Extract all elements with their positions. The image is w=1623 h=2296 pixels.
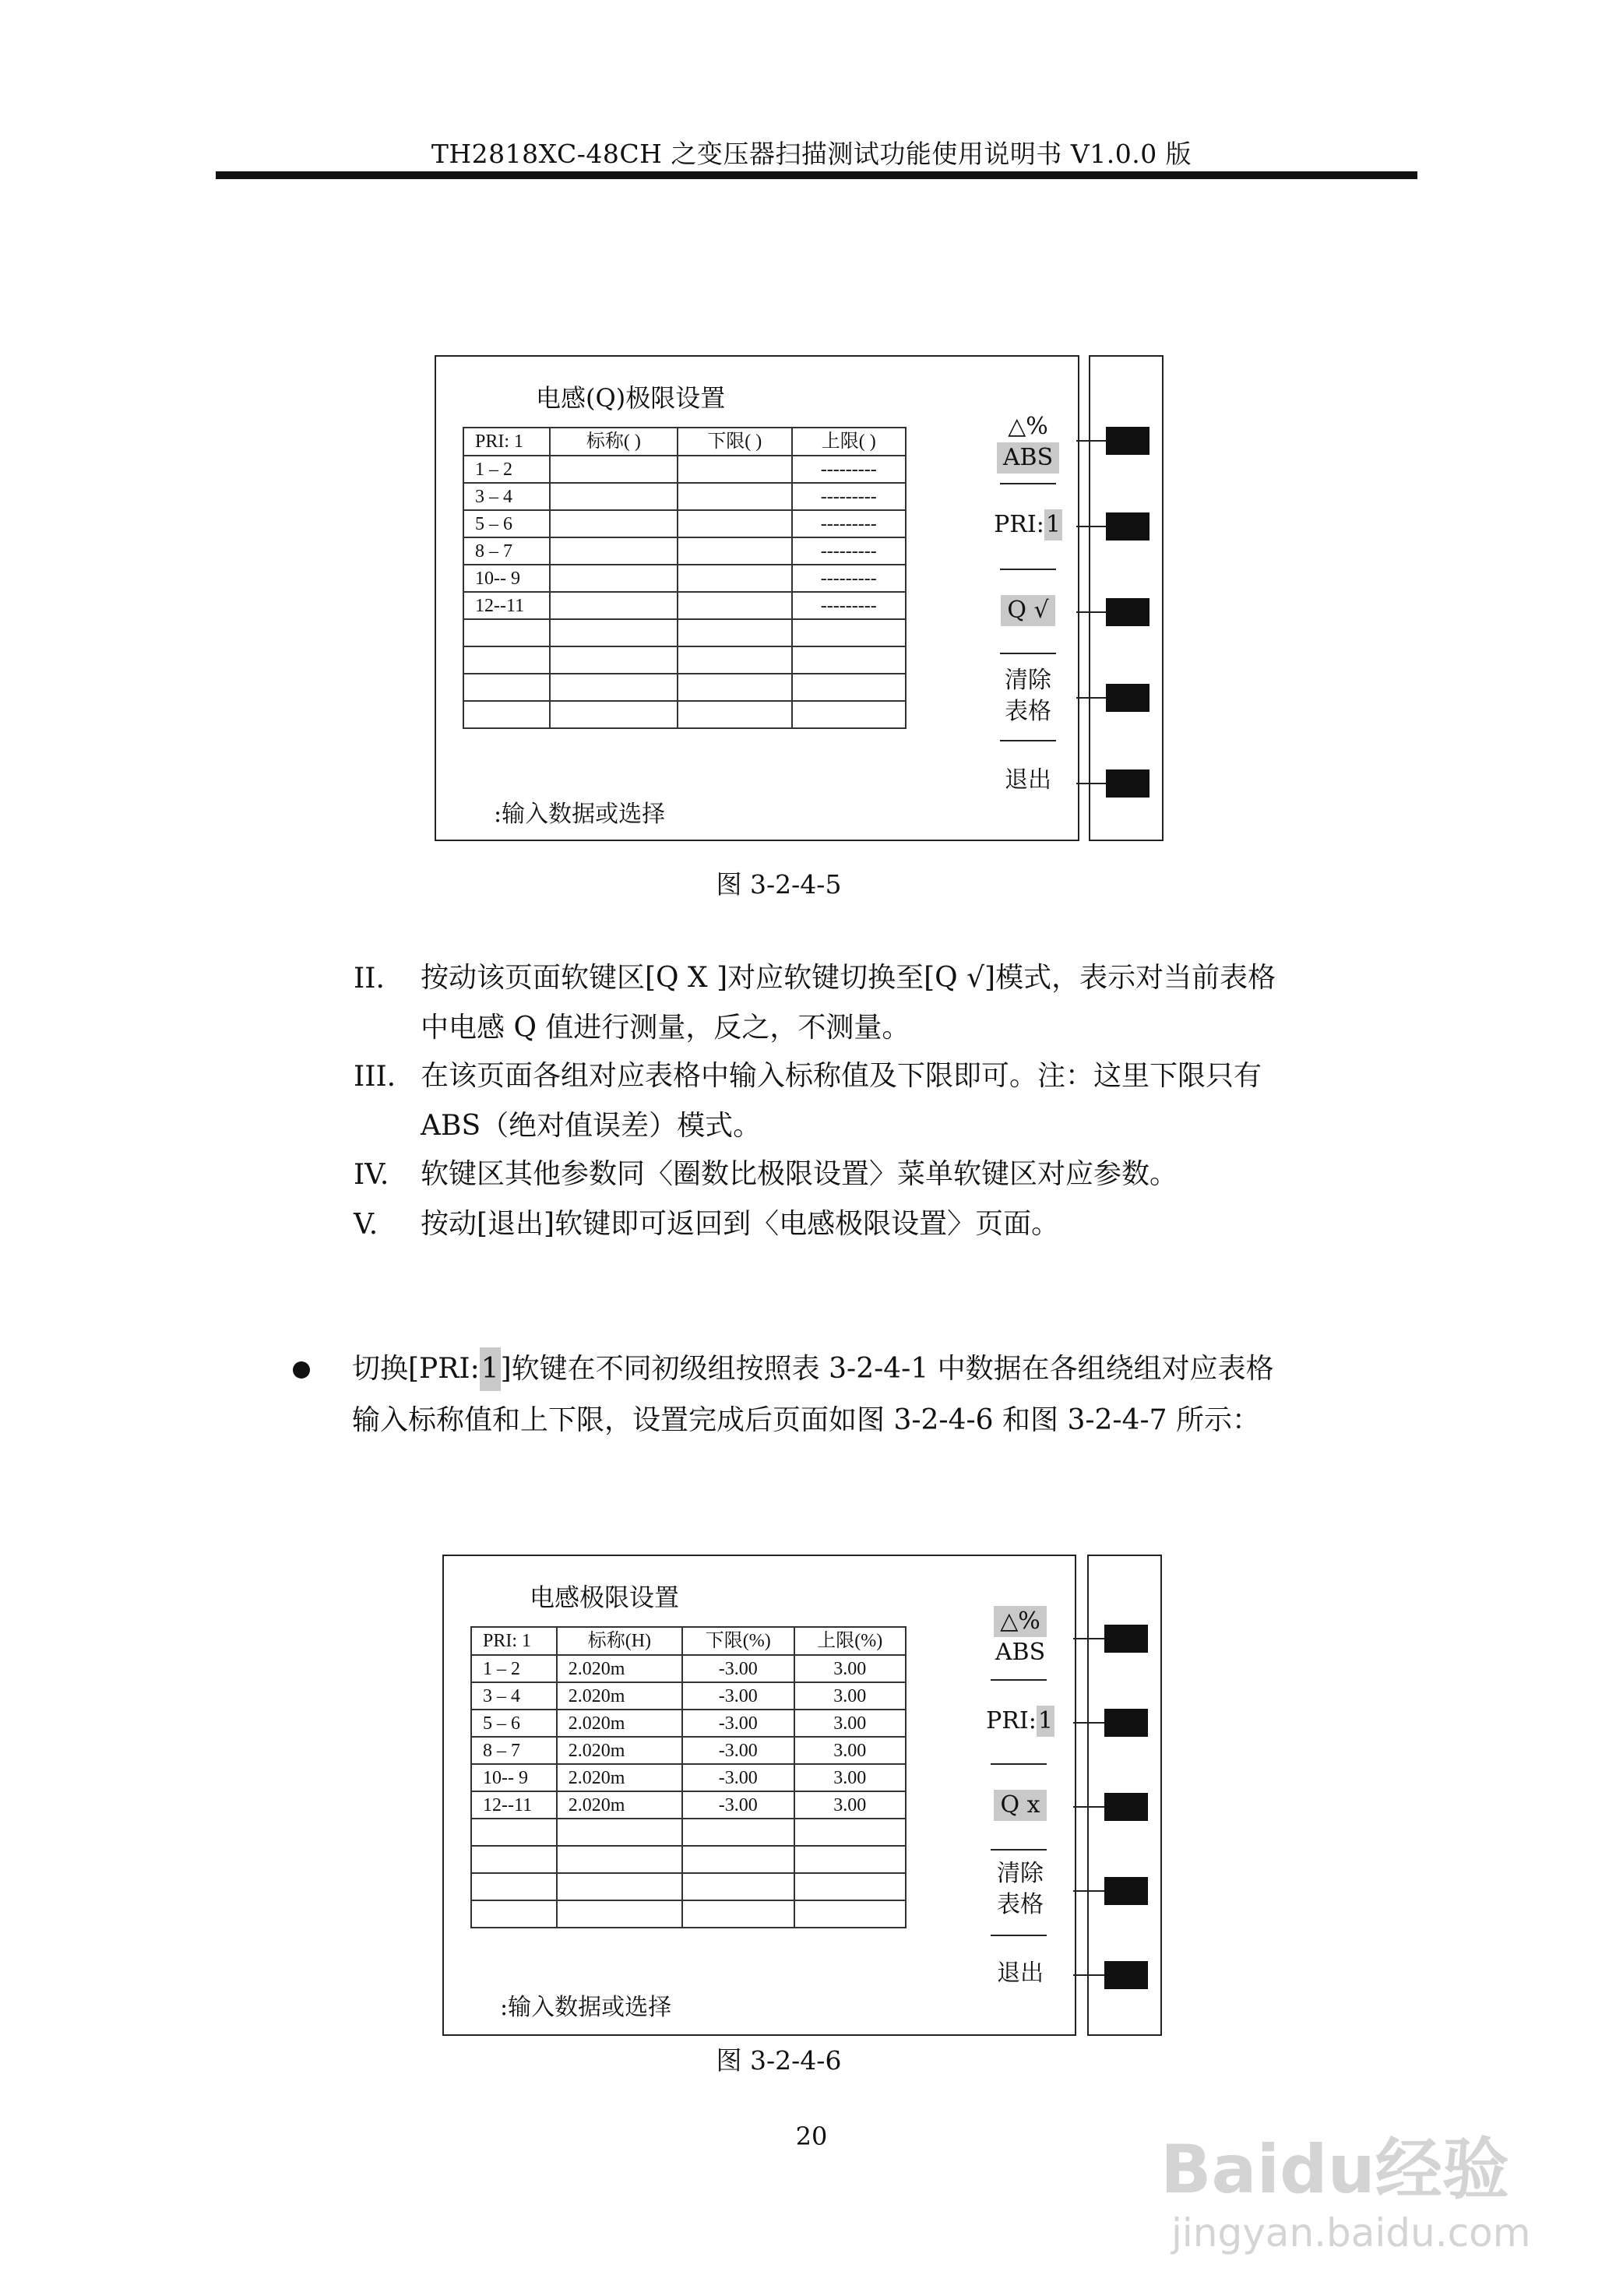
table-row <box>471 1819 906 1846</box>
mode-abs-label: ABS <box>997 442 1059 474</box>
lower-limit-cell[interactable] <box>682 1873 794 1900</box>
lower-limit-cell[interactable] <box>678 701 791 728</box>
softkey-separator <box>1000 653 1056 654</box>
winding-cell: 10-- 9 <box>463 565 550 592</box>
column-header: PRI: 1 <box>463 428 550 456</box>
column-header: 下限(%) <box>682 1627 794 1655</box>
upper-limit-cell[interactable]: 3.00 <box>794 1655 906 1682</box>
nominal-cell[interactable]: 2.020m <box>557 1682 682 1710</box>
clear-label-line1: 清除 <box>1005 667 1051 694</box>
nominal-cell[interactable] <box>550 537 678 565</box>
nominal-cell[interactable] <box>557 1900 682 1928</box>
winding-cell <box>463 646 550 674</box>
nominal-cell[interactable]: 2.020m <box>557 1791 682 1819</box>
softkey-button-1[interactable] <box>1106 427 1149 455</box>
column-header: 标称(H) <box>557 1627 682 1655</box>
softkey-pri[interactable] <box>980 1706 1061 1737</box>
step-number: V. <box>354 1209 378 1241</box>
upper-limit-cell[interactable]: --------- <box>792 510 906 537</box>
step-number: II. <box>354 963 385 995</box>
softkey-button-5[interactable] <box>1106 769 1149 798</box>
upper-limit-cell[interactable]: 3.00 <box>794 1710 906 1737</box>
nominal-cell[interactable] <box>550 483 678 510</box>
winding-cell <box>463 619 550 646</box>
key-lead <box>1073 1638 1104 1639</box>
key-lead <box>1073 1806 1104 1808</box>
table-row <box>463 456 906 483</box>
winding-cell <box>471 1846 557 1873</box>
winding-cell <box>471 1819 557 1846</box>
key-lead <box>1076 697 1106 699</box>
table-row <box>463 565 906 592</box>
nominal-cell[interactable] <box>550 510 678 537</box>
column-header: 上限(%) <box>794 1627 906 1655</box>
upper-limit-cell[interactable]: 3.00 <box>794 1764 906 1791</box>
step-text: 在该页面各组对应表格中输入标称值及下限即可。注：这里下限只有 <box>421 1060 1262 1092</box>
figure1-caption: 图 3-2-4-5 <box>716 869 842 900</box>
winding-cell: 3 – 4 <box>471 1682 557 1710</box>
winding-cell: 12--11 <box>463 592 550 619</box>
nominal-cell[interactable] <box>557 1819 682 1846</box>
lower-limit-cell[interactable] <box>678 619 791 646</box>
key-lead <box>1076 783 1106 784</box>
lower-limit-cell[interactable]: -3.00 <box>682 1655 794 1682</box>
upper-limit-cell[interactable]: --------- <box>792 456 906 483</box>
lower-limit-cell[interactable] <box>678 592 791 619</box>
mode-delta-label: △% <box>994 1606 1047 1637</box>
upper-limit-cell[interactable]: 3.00 <box>794 1682 906 1710</box>
softkey-button-5[interactable] <box>1104 1961 1148 1989</box>
clear-label-line2: 表格 <box>1005 698 1051 725</box>
upper-limit-cell[interactable] <box>792 674 906 701</box>
lower-limit-cell[interactable] <box>678 565 791 592</box>
upper-limit-cell[interactable]: --------- <box>792 483 906 510</box>
step-text: 按动该页面软键区[Q X ]对应软键切换至[Q √]模式，表示对当前表格 <box>421 962 1276 994</box>
winding-cell <box>463 701 550 728</box>
key-lead <box>1076 611 1106 613</box>
table-row <box>463 619 906 646</box>
softkey-button-3[interactable] <box>1106 598 1149 626</box>
key-lead <box>1076 526 1106 527</box>
table-row <box>463 701 906 728</box>
nominal-cell[interactable] <box>557 1846 682 1873</box>
pri-value: 1 <box>1044 509 1062 541</box>
lower-limit-cell[interactable]: -3.00 <box>682 1710 794 1737</box>
softkey-button-4[interactable] <box>1104 1877 1148 1905</box>
table-row <box>463 510 906 537</box>
q-toggle-label: Q √ <box>1001 595 1054 626</box>
step-number: IV. <box>354 1159 389 1191</box>
table-row <box>463 537 906 565</box>
pri-label: PRI: <box>986 1707 1037 1734</box>
nominal-cell[interactable] <box>550 701 678 728</box>
key-lead <box>1076 440 1106 442</box>
column-header: 下限( ) <box>678 428 791 456</box>
nominal-cell[interactable]: 2.020m <box>557 1655 682 1682</box>
table-row <box>471 1900 906 1928</box>
winding-cell <box>471 1900 557 1928</box>
figure2-screen-title: 电感极限设置 <box>530 1583 680 1612</box>
winding-cell: 3 – 4 <box>463 483 550 510</box>
winding-cell <box>463 674 550 701</box>
key-lead <box>1073 1974 1104 1976</box>
q-toggle-label: Q x <box>994 1790 1046 1821</box>
key-lead <box>1073 1890 1104 1892</box>
watermark-logo: Baidu经验 <box>1160 2131 1509 2209</box>
step-number: III. <box>354 1061 396 1093</box>
nominal-cell[interactable] <box>550 592 678 619</box>
softkey-button-3[interactable] <box>1104 1793 1148 1821</box>
lower-limit-cell[interactable] <box>678 510 791 537</box>
upper-limit-cell[interactable] <box>792 701 906 728</box>
table-row <box>471 1655 906 1682</box>
softkey-clear-table[interactable] <box>980 1858 1061 1921</box>
figure1-screen-title: 电感(Q)极限设置 <box>536 383 726 413</box>
nominal-cell[interactable]: 2.020m <box>557 1764 682 1791</box>
table-row <box>471 1846 906 1873</box>
upper-limit-cell[interactable]: 3.00 <box>794 1737 906 1764</box>
winding-cell: 5 – 6 <box>471 1710 557 1737</box>
lower-limit-cell[interactable]: -3.00 <box>682 1737 794 1764</box>
softkey-button-4[interactable] <box>1106 684 1149 712</box>
lower-limit-cell[interactable] <box>678 674 791 701</box>
upper-limit-cell[interactable] <box>794 1900 906 1928</box>
softkey-exit[interactable] <box>988 765 1069 796</box>
watermark-url: jingyan.baidu.com <box>1171 2210 1531 2256</box>
softkey-pri[interactable] <box>988 509 1069 541</box>
lower-limit-cell[interactable] <box>678 537 791 565</box>
softkey-mode[interactable] <box>980 1606 1061 1668</box>
lower-limit-cell[interactable] <box>678 646 791 674</box>
nominal-cell[interactable] <box>557 1873 682 1900</box>
softkey-separator <box>1000 483 1056 484</box>
figure2-caption: 图 3-2-4-6 <box>716 2045 842 2076</box>
upper-limit-cell[interactable] <box>792 619 906 646</box>
table-row <box>463 646 906 674</box>
column-header: PRI: 1 <box>471 1627 557 1655</box>
table-header-row <box>471 1627 906 1655</box>
table-row <box>471 1791 906 1819</box>
nominal-cell[interactable] <box>550 646 678 674</box>
winding-cell: 1 – 2 <box>471 1655 557 1682</box>
upper-limit-cell[interactable]: --------- <box>792 537 906 565</box>
step-text: 软键区其他参数同〈圈数比极限设置〉菜单软键区对应参数。 <box>421 1158 1178 1190</box>
figure1-input-prompt: :输入数据或选择 <box>494 801 666 828</box>
clear-label-line2: 表格 <box>997 1891 1044 1918</box>
softkey-q-toggle[interactable] <box>988 595 1069 626</box>
clear-label-line1: 清除 <box>997 1860 1044 1887</box>
figure1-limit-table <box>463 427 907 729</box>
softkey-separator <box>991 1763 1047 1765</box>
nominal-cell[interactable]: 2.020m <box>557 1710 682 1737</box>
mode-abs-label: ABS <box>995 1639 1046 1666</box>
exit-label: 退出 <box>997 1960 1044 1987</box>
lower-limit-cell[interactable]: -3.00 <box>682 1791 794 1819</box>
nominal-cell[interactable] <box>550 456 678 483</box>
page-number: 20 <box>795 2122 828 2151</box>
table-row <box>463 674 906 701</box>
lower-limit-cell[interactable] <box>682 1819 794 1846</box>
softkey-button-1[interactable] <box>1104 1625 1148 1653</box>
bullet-text-pre: 切换[PRI: <box>352 1353 480 1385</box>
step-text: 按动[退出]软键即可返回到〈电感极限设置〉页面。 <box>421 1208 1060 1240</box>
softkey-separator <box>991 1935 1047 1936</box>
softkey-clear-table[interactable] <box>988 665 1069 727</box>
softkey-separator <box>991 1849 1047 1851</box>
winding-cell: 10-- 9 <box>471 1764 557 1791</box>
softkey-separator <box>991 1679 1047 1681</box>
winding-cell <box>471 1873 557 1900</box>
nominal-cell[interactable] <box>550 674 678 701</box>
winding-cell: 8 – 7 <box>471 1737 557 1764</box>
figure2-input-prompt: :输入数据或选择 <box>500 1994 672 2021</box>
softkey-exit[interactable] <box>980 1958 1061 1989</box>
lower-limit-cell[interactable] <box>678 456 791 483</box>
lower-limit-cell[interactable] <box>682 1846 794 1873</box>
document-header-title: TH2818XC-48CH 之变压器扫描测试功能使用说明书 V1.0.0 版 <box>431 139 1192 169</box>
upper-limit-cell[interactable] <box>794 1846 906 1873</box>
upper-limit-cell[interactable]: 3.00 <box>794 1791 906 1819</box>
upper-limit-cell[interactable] <box>794 1873 906 1900</box>
upper-limit-cell[interactable] <box>794 1819 906 1846</box>
table-row <box>463 592 906 619</box>
figure2-limit-table <box>470 1626 907 1928</box>
softkey-separator <box>1000 569 1056 570</box>
exit-label: 退出 <box>1005 766 1051 794</box>
upper-limit-cell[interactable]: --------- <box>792 565 906 592</box>
softkey-button-2[interactable] <box>1106 512 1149 541</box>
step-text: ABS（绝对值误差）模式。 <box>421 1110 762 1142</box>
softkey-button-2[interactable] <box>1104 1709 1148 1737</box>
step-text: 中电感 Q 值进行测量，反之，不测量。 <box>421 1012 910 1044</box>
table-row <box>471 1682 906 1710</box>
lower-limit-cell[interactable] <box>682 1900 794 1928</box>
key-lead <box>1073 1722 1104 1724</box>
table-header-row <box>463 428 906 456</box>
table-row <box>463 483 906 510</box>
pri-label: PRI: <box>994 511 1044 538</box>
bullet-dot <box>293 1361 310 1379</box>
header-rule <box>216 171 1417 179</box>
upper-limit-cell[interactable]: --------- <box>792 592 906 619</box>
table-row <box>471 1737 906 1764</box>
column-header: 上限( ) <box>792 428 906 456</box>
winding-cell: 5 – 6 <box>463 510 550 537</box>
winding-cell: 1 – 2 <box>463 456 550 483</box>
bullet-text-post: ]软键在不同初级组按照表 3-2-4-1 中数据在各组绕组对应表格 <box>500 1353 1274 1385</box>
table-row <box>471 1710 906 1737</box>
bullet-pri-highlight: 1 <box>480 1347 501 1391</box>
table-row <box>471 1764 906 1791</box>
upper-limit-cell[interactable] <box>792 646 906 674</box>
bullet-text-line1 <box>352 1347 1274 1391</box>
bullet-text-line2: 输入标称值和上下限，设置完成后页面如图 3-2-4-6 和图 3-2-4-7 所示： <box>352 1404 1260 1436</box>
column-header: 标称( ) <box>550 428 678 456</box>
lower-limit-cell[interactable] <box>678 483 791 510</box>
nominal-cell[interactable]: 2.020m <box>557 1737 682 1764</box>
table-row <box>471 1873 906 1900</box>
nominal-cell[interactable] <box>550 619 678 646</box>
lower-limit-cell[interactable]: -3.00 <box>682 1764 794 1791</box>
softkey-mode[interactable] <box>988 411 1069 474</box>
softkey-separator <box>1000 740 1056 741</box>
softkey-q-toggle[interactable] <box>980 1790 1061 1821</box>
winding-cell: 8 – 7 <box>463 537 550 565</box>
lower-limit-cell[interactable]: -3.00 <box>682 1682 794 1710</box>
nominal-cell[interactable] <box>550 565 678 592</box>
winding-cell: 12--11 <box>471 1791 557 1819</box>
pri-value: 1 <box>1037 1706 1054 1737</box>
mode-delta-label: △% <box>1008 413 1048 440</box>
